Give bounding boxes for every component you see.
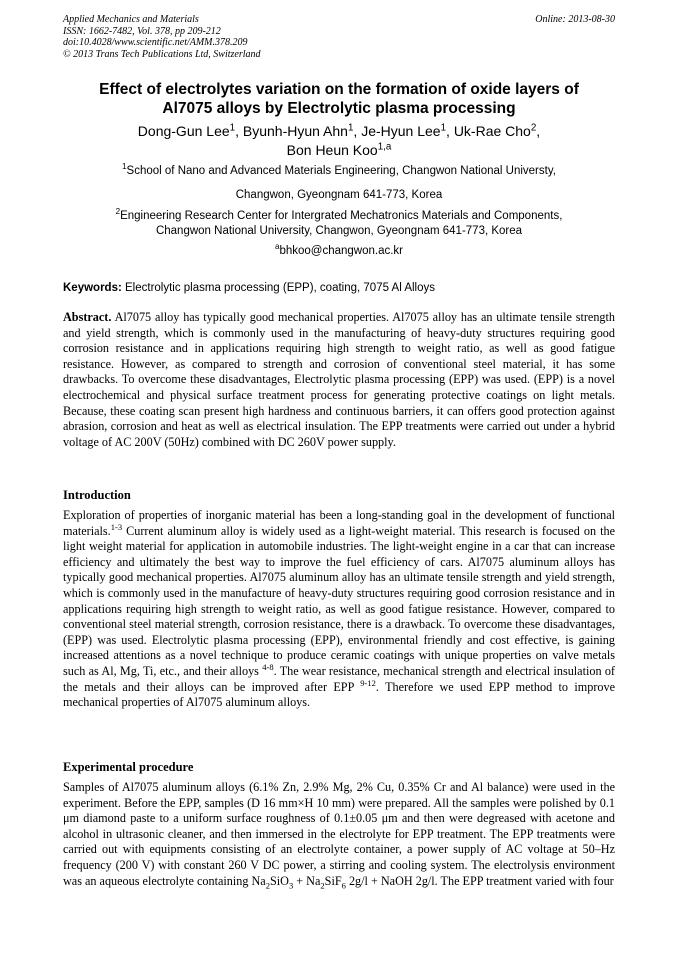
affiliation-1	[63, 164, 615, 203]
journal-header	[63, 14, 615, 60]
affiliation-1-sup: 1	[122, 162, 127, 172]
email-sup: a	[274, 242, 280, 252]
intro-ref-1: 1-3	[110, 521, 123, 532]
affiliation-2	[63, 209, 615, 239]
introduction-paragraph	[63, 508, 615, 711]
author-separator: ,	[235, 123, 243, 139]
author-affil-sup: 1,a	[377, 141, 392, 153]
exp-text-4: SiF	[324, 873, 342, 888]
paper-title	[63, 80, 615, 118]
exp-text-5: 2g/l + NaOH 2g/l. The EPP treatment varied with four	[345, 873, 614, 888]
abstract-paragraph	[63, 310, 615, 450]
exp-text-2: SiO	[269, 873, 289, 888]
intro-text-1: Exploration of properties of inorganic material has been a long-standing goal in the development of functional materials.	[63, 508, 615, 538]
keywords-label: Keywords:	[63, 282, 122, 294]
online-date: Online: 2013-08-30	[535, 14, 615, 25]
author-affil-sup: 1	[229, 122, 236, 134]
abstract-label: Abstract.	[63, 310, 112, 324]
journal-name: Applied Mechanics and Materials	[63, 14, 199, 25]
author-separator: ,	[446, 123, 454, 139]
issn-line: ISSN: 1662-7482, Vol. 378, pp 209-212	[63, 25, 221, 37]
exp-text-3: + Na	[293, 873, 321, 888]
intro-text-3: . The wear resistance, mechanical strength and electrical insulation of the metals and their alloys can be improved after EPP	[63, 663, 615, 694]
author-affil-sup: 1	[347, 122, 354, 134]
keywords-text: Electrolytic plasma processing (EPP), coating, 7075 Al Alloys	[125, 282, 436, 294]
author-name: Byunh-Hyun Ahn	[242, 123, 348, 139]
author-affil-sup: 2	[530, 122, 537, 134]
copyright-line: © 2013 Trans Tech Publications Ltd, Switzerland	[63, 48, 261, 60]
title-line-2: Al7075 alloys by Electrolytic plasma processing	[162, 100, 516, 117]
doi-line: doi:10.4028/www.scientific.net/AMM.378.209	[63, 37, 248, 48]
abstract-text: Al7075 alloy has typically good mechanical properties. Al7075 alloy has an ultimate tensile strength and yield strength, which is commonly used in the manufacturing of heavy-duty structures requiring good corrosion resistance and in applications requiring high strength to weight ratio, as well as good fatigue resistance. However, as compared to strength and corrosion of conventional steel material, it has some drawbacks. To overcome these disadvantages, Electrolytic plasma processing (EPP) was used. (EPP) is a novel electrochemical and physical surface treatment process for generating protective coatings on light metals. Because, these coating scan present high hardness and continuous barriers, it can offers good protection against abrasion, corrosion and heat as well as electrical insulation. The EPP treatments were carried out under a hybrid voltage of AC 200V (50Hz) combined with DC 260V power supply.	[63, 310, 615, 449]
introduction-heading: Introduction	[63, 488, 131, 502]
affiliation-1-line-1: School of Nano and Advanced Materials Engineering, Changwon National Universty,	[126, 165, 556, 177]
exp-text-1: Samples of Al7075 aluminum alloys (6.1% Zn, 2.9% Mg, 2% Cu, 0.35% Cr and Al balance) were used in the experiment. Before the EPP, samples (D 16 mm×H 10 mm) were prepared. All the samples were polished by 0.1 μm diamond paste to a uniform surface roughness of 0.1±0.05 μm and then were degreased with acetone and alcohol in ultrasonic cleaner, and then immersed in the electrolyte for EPP treatment. The EPP treatments were carried out with equipments consisting of an electrolyte container, a power supply of AC voltage at 50–Hz frequency (200 V) with constant 260 V DC power, a stirring and cooling system. The electrolysis environment was an aqueous electrolyte containing Na	[63, 780, 615, 888]
experimental-heading: Experimental procedure	[63, 760, 194, 774]
corresponding-email: bhkoo@changwon.ac.kr	[279, 245, 404, 257]
author-affil-sup: 1	[440, 122, 447, 134]
keywords-line	[63, 281, 615, 296]
author-list	[63, 122, 615, 160]
exp-sub-1: 2	[265, 880, 270, 890]
exp-sub-4: 6	[341, 880, 346, 890]
author-name: Je-Hyun Lee	[361, 123, 441, 139]
experimental-paragraph	[63, 780, 615, 889]
author-separator: ,	[536, 123, 541, 139]
affiliation-1-line-2: Changwon, Gyeongnam 641-773, Korea	[235, 189, 443, 201]
exp-sub-2: 3	[288, 880, 294, 890]
title-line-1: Effect of electrolytes variation on the formation of oxide layers of	[99, 81, 579, 98]
intro-text-2: Current aluminum alloy is widely used as a light-weight material. This research is focused on the light weight material for application in automobile industries. The light-weight engine in a car that can increase efficiency and ultimately the best way to improve the fuel efficiency of cars. Al7075 aluminum alloys has typically good mechanical properties. Al7075 aluminum alloy has an ultimate tensile strength and yield strength, which is commonly used in the manufacture of heavy-duty structures requiring good corrosion resistance and in applications requiring high strength to weight ratio, as well as good fatigue resistance. However, compared to conventional steel material strength, corrosion resistance, there is a drawback. To overcome these disadvantages, (EPP) was used. Electrolytic plasma processing (EPP), environmental friendly and cost effective, is gaining increased attentions as a novel technique to produce ceramic coatings with unique properties on valve metals such as Al, Mg, Ti, etc., and their alloys	[63, 523, 615, 678]
author-name: Bon Heun Koo	[286, 142, 378, 158]
intro-ref-3: 9-12	[360, 677, 376, 688]
affiliation-2-line-2: Changwon National University, Changwon, Gyeongnam 641-773, Korea	[155, 225, 523, 237]
email-line	[63, 244, 615, 259]
affiliation-2-line-1: Engineering Research Center for Intergrated Mechatronics Materials and Components,	[120, 210, 563, 222]
intro-text-4: . Therefore we used EPP method to improve mechanical properties of Al7075 aluminum alloys.	[63, 679, 615, 710]
intro-ref-2: 4-8	[262, 661, 274, 672]
exp-sub-3: 2	[320, 880, 325, 890]
affiliation-2-sup: 2	[115, 207, 121, 217]
author-name: Dong-Gun Lee	[137, 123, 230, 139]
author-name: Uk-Rae Cho	[453, 123, 531, 139]
author-separator: ,	[353, 123, 362, 139]
